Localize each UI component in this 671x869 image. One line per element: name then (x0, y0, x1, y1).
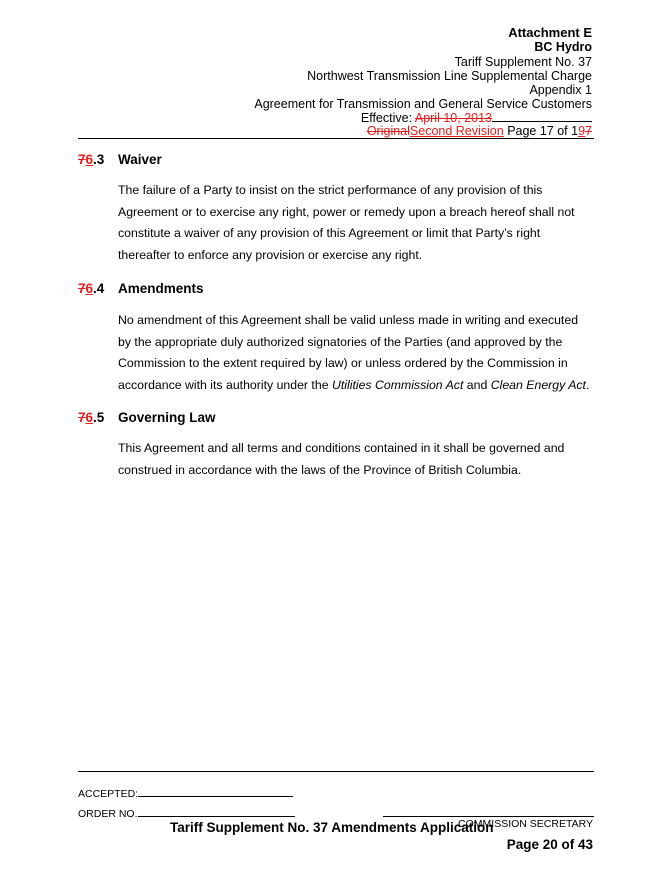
charge-title: Northwest Transmission Line Supplemental Charge (307, 69, 592, 83)
header-rule (78, 138, 594, 139)
tariff-supplement: Tariff Supplement No. 37 (454, 55, 592, 69)
page-number: Page 20 of 43 (506, 837, 593, 852)
section-number-amendments (78, 281, 104, 296)
order-line (78, 806, 295, 820)
effective-blank-line (492, 111, 592, 122)
accepted-line (78, 786, 293, 800)
section-number-suffix: .5 (93, 410, 105, 425)
attachment-label: Attachment E (508, 25, 592, 40)
section-number-deleted: 7 (78, 410, 86, 425)
act-name-utilities: Utilities Commission Act (331, 377, 464, 392)
section-title-amendments: Amendments (118, 281, 204, 296)
section-number-inserted: 6 (85, 410, 94, 425)
section-number-suffix: .4 (93, 281, 105, 296)
secretary-signature-line (383, 816, 594, 817)
accepted-blank-line (138, 786, 293, 797)
page-digit-inserted: 9 (578, 124, 586, 138)
agreement-title: Agreement for Transmission and General Service Customers (254, 97, 592, 111)
page-revision-line (367, 124, 592, 139)
section-number-deleted: 7 (78, 281, 86, 296)
section-number-governing-law (78, 410, 104, 425)
application-title: Tariff Supplement No. 37 Amendments Application (170, 820, 494, 835)
section-body-waiver: The failure of a Party to insist on the strict performance of any provision of this Agreement or to exercise any right, power or remedy upon a breach hereof shall not constitute a waiver of any provision of this Agreement or limit that Party’s right thereafter to enforce any provision or exercise any right. (118, 183, 575, 262)
commission-secretary-label: COMMISSION SECRETARY (458, 818, 593, 830)
section-number-inserted: 6 (85, 152, 94, 167)
section-number-waiver (78, 152, 104, 167)
company-name: BC Hydro (534, 40, 592, 54)
page-digit-deleted: 7 (585, 124, 592, 138)
section-number-suffix: .3 (93, 152, 105, 167)
section-body-governing-law: This Agreement and all terms and conditions contained in it shall be governed and construed in accordance with the laws of the Province of British Columbia. (118, 441, 565, 477)
order-blank-line (138, 806, 295, 817)
revision-inserted: Second Revision (409, 124, 504, 138)
page-prefix: Page 17 of 1 (503, 124, 579, 138)
effective-label: Effective: (360, 111, 413, 125)
section-title-governing-law: Governing Law (118, 410, 216, 425)
section-title-waiver: Waiver (118, 152, 162, 167)
amendments-text-end: . (585, 377, 590, 392)
section-number-inserted: 6 (85, 281, 94, 296)
section-body-amendments (118, 310, 594, 396)
amendments-text-and: and (463, 377, 491, 392)
order-label: ORDER NO. (78, 808, 138, 820)
revision-deleted: Original (366, 124, 410, 138)
act-name-clean-energy: Clean Energy Act (490, 377, 586, 392)
section-number-deleted: 7 (78, 152, 86, 167)
accepted-label: ACCEPTED: (78, 788, 139, 800)
footer-rule (78, 771, 594, 772)
appendix-label: Appendix 1 (529, 83, 592, 97)
amendments-text: No amendment of this Agreement shall be valid unless made in writing and executed by the appropriate duly authorized signatories of the Parties (and approved by the Commission to the extent required by law) or unless ordered by the Commission in accordance with its authority under the (118, 313, 579, 392)
effective-date-deleted: April 10, 2013 (414, 111, 492, 125)
